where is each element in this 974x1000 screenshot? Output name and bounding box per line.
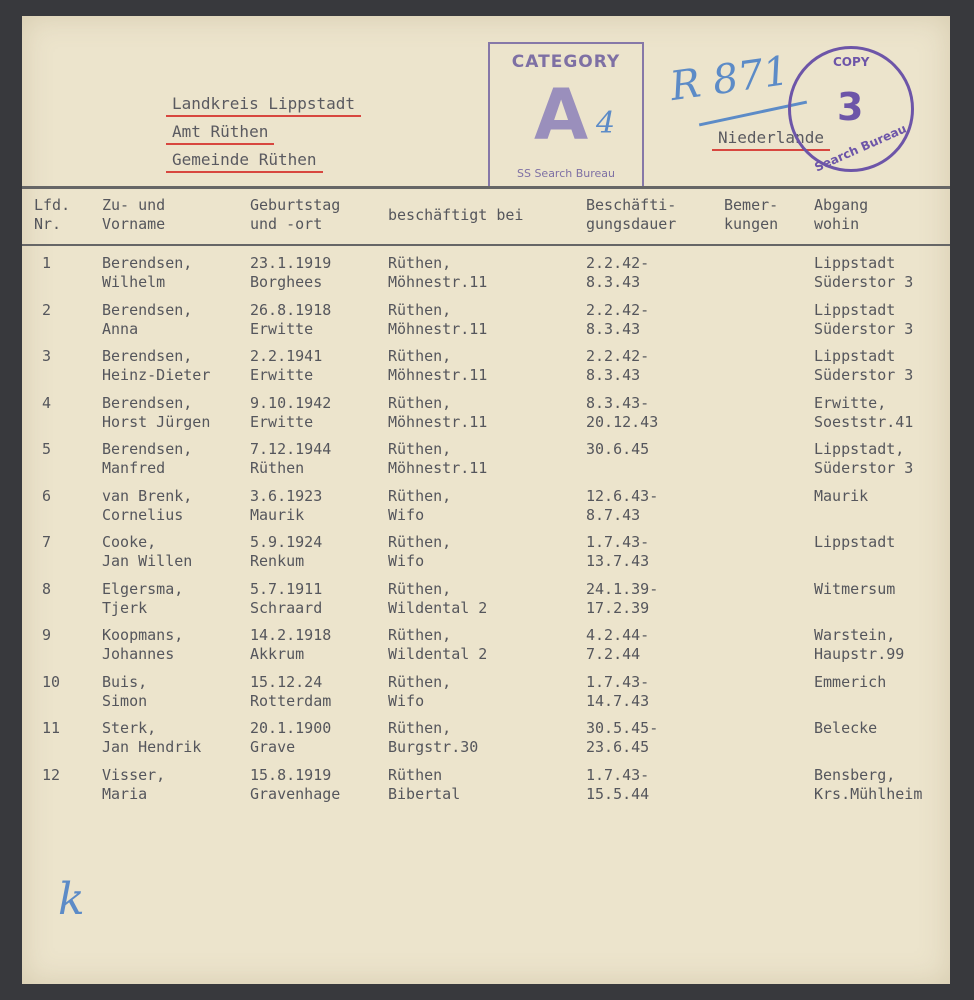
handwritten-mark: k xyxy=(58,874,85,925)
table-row xyxy=(22,394,950,440)
cell-name: Berendsen, Wilhelm xyxy=(102,254,193,291)
cell-birth: 15.12.24 Rotterdam xyxy=(250,672,332,710)
cell-birth: 9.10.1942 Erwitte xyxy=(250,393,332,431)
category-handwritten: 4 xyxy=(596,106,616,141)
table-row xyxy=(22,719,950,765)
cell-nr: 5 xyxy=(42,440,52,458)
cell-departure: Lippstadt Süderstor 3 xyxy=(814,254,914,291)
cell-departure: Lippstadt Süderstor 3 xyxy=(814,300,914,338)
table-top-rule xyxy=(22,186,950,189)
copy-stamp-bureau: Search Bureau xyxy=(812,121,909,175)
office-text: Amt Rüthen xyxy=(172,122,269,141)
cell-duration: 2.2.42- 8.3.43 xyxy=(586,347,650,384)
cell-departure: Witmersum xyxy=(814,579,896,598)
cell-employer: Rüthen Bibertal xyxy=(388,765,461,803)
copy-stamp xyxy=(788,46,914,175)
cell-nr: 6 xyxy=(42,486,52,505)
table-header xyxy=(22,196,950,240)
cell-departure: Bensberg, Krs.Mühlheim xyxy=(814,765,923,803)
cell-employer: Rüthen, Wildental 2 xyxy=(388,579,488,617)
cell-birth: 26.8.1918 Erwitte xyxy=(250,300,332,338)
cell-name: Cooke, Jan Willen xyxy=(102,533,193,570)
cell-name: Buis, Simon xyxy=(102,672,148,710)
cell-name: Berendsen, Anna xyxy=(102,300,193,338)
cell-nr: 12 xyxy=(42,765,61,784)
table-row xyxy=(22,487,950,533)
municipality-line xyxy=(172,150,317,169)
municipality-text: Gemeinde Rüthen xyxy=(172,150,317,169)
category-letter: A xyxy=(534,74,589,156)
table-row xyxy=(22,580,950,626)
cell-departure: Lippstadt Süderstor 3 xyxy=(814,347,914,384)
cell-duration: 8.3.43- 20.12.43 xyxy=(586,393,659,431)
cell-name: Berendsen, Horst Jürgen xyxy=(102,393,211,431)
cell-employer: Rüthen, Möhnestr.11 xyxy=(388,254,488,291)
district-text: Landkreis Lippstadt xyxy=(172,94,356,113)
cell-duration: 1.7.43- 13.7.43 xyxy=(586,533,650,570)
cell-name: Sterk, Jan Hendrik xyxy=(102,719,202,756)
cell-name: Visser, Maria xyxy=(102,765,166,803)
cell-employer: Rüthen, Möhnestr.11 xyxy=(388,393,488,431)
cell-name: Elgersma, Tjerk xyxy=(102,579,184,617)
office-line xyxy=(172,122,268,141)
cell-duration: 2.2.42- 8.3.43 xyxy=(586,300,650,338)
col-departure-header: Abgang wohin xyxy=(814,196,869,233)
cell-duration: 1.7.43- 15.5.44 xyxy=(586,765,650,803)
cell-nr: 9 xyxy=(42,626,52,644)
cell-birth: 23.1.1919 Borghees xyxy=(250,254,332,291)
cell-name: Koopmans, Johannes xyxy=(102,626,184,663)
cell-duration: 4.2.44- 7.2.44 xyxy=(586,626,650,663)
cell-name: van Brenk, Cornelius xyxy=(102,486,193,524)
cell-nr: 10 xyxy=(42,672,61,691)
cell-employer: Rüthen, Möhnestr.11 xyxy=(388,440,488,477)
district-line xyxy=(172,94,355,113)
table-row xyxy=(22,533,950,579)
cell-name: Berendsen, Heinz-Dieter xyxy=(102,347,211,384)
cell-birth: 3.6.1923 Maurik xyxy=(250,486,323,524)
cell-nr: 4 xyxy=(42,393,52,412)
cell-nr: 11 xyxy=(42,719,61,737)
cell-birth: 5.7.1911 Schraard xyxy=(250,579,323,617)
document-sheet xyxy=(22,16,950,984)
cell-birth: 20.1.1900 Grave xyxy=(250,719,332,756)
cell-nr: 3 xyxy=(42,347,52,365)
country-text: Niederlande xyxy=(718,128,824,147)
cell-departure: Lippstadt xyxy=(814,533,896,551)
cell-duration: 30.6.45 xyxy=(586,440,650,458)
cell-nr: 7 xyxy=(42,533,52,551)
cell-employer: Rüthen, Wifo xyxy=(388,533,452,570)
cell-duration: 2.2.42- 8.3.43 xyxy=(586,254,650,291)
cell-departure: Emmerich xyxy=(814,672,887,691)
cell-nr: 2 xyxy=(42,300,52,319)
table-row xyxy=(22,673,950,719)
cell-duration: 24.1.39- 17.2.39 xyxy=(586,579,659,617)
cell-employer: Rüthen, Möhnestr.11 xyxy=(388,347,488,384)
table-row xyxy=(22,766,950,812)
cell-birth: 14.2.1918 Akkrum xyxy=(250,626,332,663)
category-bureau: SS Search Bureau xyxy=(516,167,616,180)
copy-stamp-number: 3 xyxy=(837,85,864,129)
col-remarks-header: Bemer- kungen xyxy=(724,196,779,233)
category-title: CATEGORY xyxy=(511,52,621,72)
cell-departure: Maurik xyxy=(814,486,869,505)
cell-employer: Rüthen, Wildental 2 xyxy=(388,626,488,663)
cell-departure: Erwitte, Soeststr.41 xyxy=(814,393,914,431)
cell-nr: 1 xyxy=(42,254,52,272)
copy-stamp-top: COPY xyxy=(833,55,870,69)
cell-birth: 15.8.1919 Gravenhage xyxy=(250,765,341,803)
cell-birth: 5.9.1924 Renkum xyxy=(250,533,323,570)
cell-duration: 1.7.43- 14.7.43 xyxy=(586,672,650,710)
handwritten-reference: R 871 xyxy=(667,47,792,111)
cell-birth: 7.12.1944 Rüthen xyxy=(250,440,332,477)
col-birth-header: Geburtstag und -ort xyxy=(250,196,341,233)
cell-birth: 2.2.1941 Erwitte xyxy=(250,347,323,384)
cell-departure: Belecke xyxy=(814,719,878,737)
cell-employer: Rüthen, Möhnestr.11 xyxy=(388,300,488,338)
table-row xyxy=(22,440,950,486)
cell-departure: Lippstadt, Süderstor 3 xyxy=(814,440,914,477)
cell-duration: 12.6.43- 8.7.43 xyxy=(586,486,659,524)
cell-employer: Rüthen, Wifo xyxy=(388,672,452,710)
cell-departure: Warstein, Haupstr.99 xyxy=(814,626,905,663)
table-row xyxy=(22,254,950,300)
col-nr-header: Lfd. Nr. xyxy=(34,196,71,233)
cell-nr: 8 xyxy=(42,579,52,598)
table-row xyxy=(22,626,950,672)
cell-duration: 30.5.45- 23.6.45 xyxy=(586,719,659,756)
col-employer-header: beschäftigt bei xyxy=(388,206,524,224)
col-duration-header: Beschäfti- gungsdauer xyxy=(586,196,677,233)
col-name-header: Zu- und Vorname xyxy=(102,196,166,233)
table-row xyxy=(22,301,950,347)
cell-name: Berendsen, Manfred xyxy=(102,440,193,477)
cell-employer: Rüthen, Burgstr.30 xyxy=(388,719,479,756)
category-stamp xyxy=(488,42,644,188)
table-header-rule xyxy=(22,244,950,246)
table-body xyxy=(22,254,950,814)
cell-employer: Rüthen, Wifo xyxy=(388,486,452,524)
table-row xyxy=(22,347,950,393)
